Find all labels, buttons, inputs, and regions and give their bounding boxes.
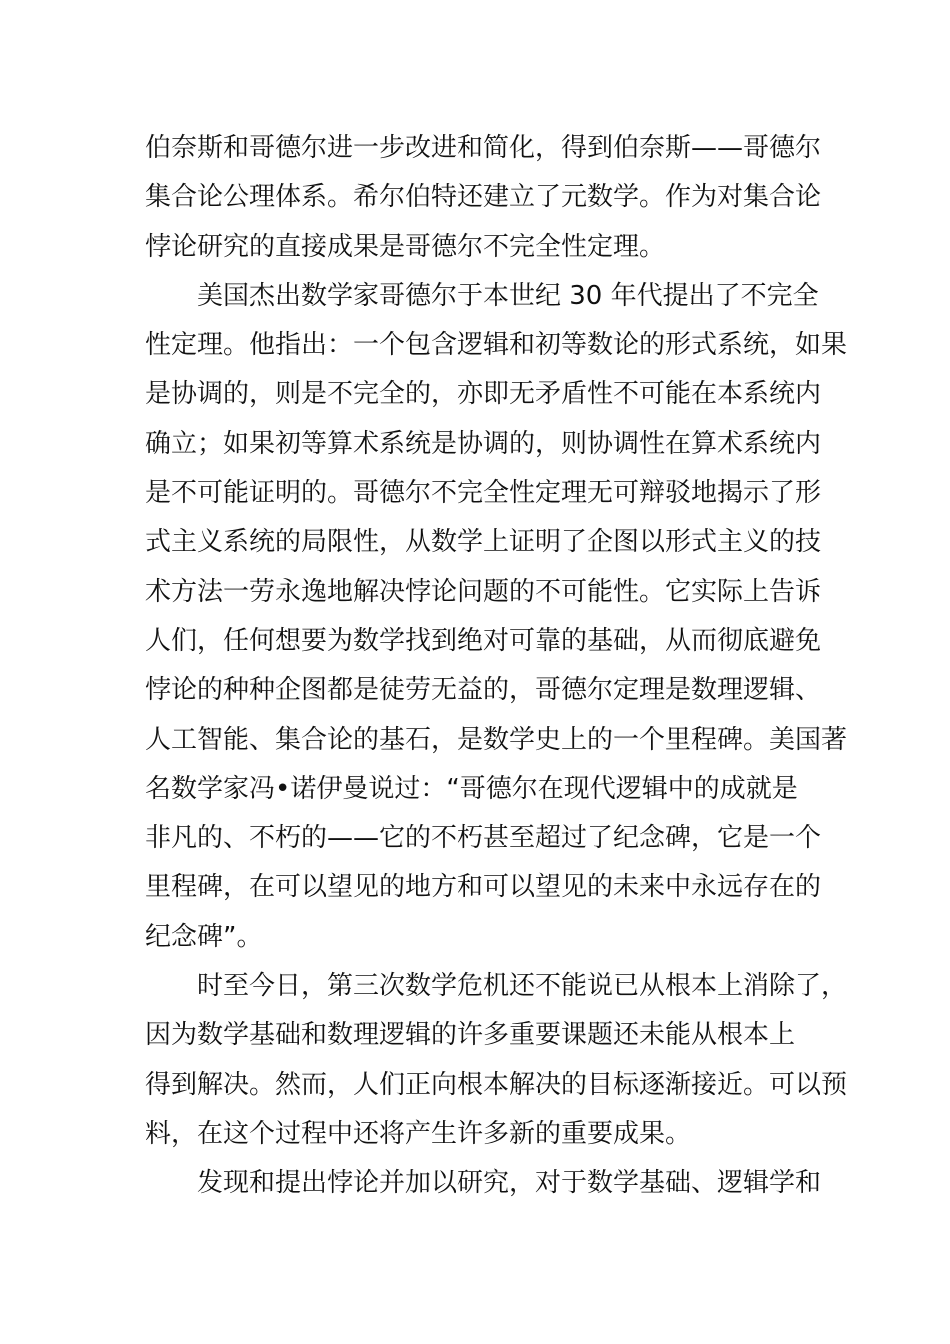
text-line: 因为数学基础和数理逻辑的许多重要课题还未能从根本上	[145, 1020, 796, 1051]
text-line: 悖论研究的直接成果是哥德尔不完全性定理。	[145, 231, 666, 262]
text-line: 发现和提出悖论并加以研究，对于数学基础、逻辑学和	[145, 1168, 822, 1199]
text-line: 得到解决。然而，人们正向根本解决的目标逐渐接近。可以预	[145, 1069, 848, 1100]
text-line: 人工智能、集合论的基石，是数学史上的一个里程碑。美国著	[145, 724, 848, 755]
body-text	[145, 124, 848, 1209]
text-line: 纪念碑”。	[145, 921, 263, 952]
text-line: 确立；如果初等算术系统是协调的，则协调性在算术系统内	[145, 428, 822, 459]
text-line: 里程碑，在可以望见的地方和可以望见的未来中永远存在的	[145, 872, 822, 903]
text-line: 料，在这个过程中还将产生许多新的重要成果。	[145, 1118, 692, 1149]
text-line: 人们，任何想要为数学找到绝对可靠的基础，从而彻底避免	[145, 625, 822, 656]
text-line: 美国杰出数学家哥德尔于本世纪 30 年代提出了不完全	[145, 280, 819, 311]
text-line: 时至今日，第三次数学危机还不能说已从根本上消除了，	[145, 971, 848, 1002]
text-line: 名数学家冯•诺伊曼说过：“哥德尔在现代逻辑中的成就是	[145, 773, 798, 804]
text-line: 术方法一劳永逸地解决悖论问题的不可能性。它实际上告诉	[145, 576, 822, 607]
text-line: 式主义系统的局限性，从数学上证明了企图以形式主义的技	[145, 527, 822, 558]
text-line: 非凡的、不朽的——它的不朽甚至超过了纪念碑，它是一个	[145, 823, 822, 854]
text-line: 伯奈斯和哥德尔进一步改进和简化，得到伯奈斯——哥德尔	[145, 133, 822, 163]
text-line: 集合论公理体系。希尔伯特还建立了元数学。作为对集合论	[145, 182, 822, 213]
text-line: 悖论的种种企图都是徒劳无益的，哥德尔定理是数理逻辑、	[145, 675, 822, 706]
text-line: 性定理。他指出：一个包含逻辑和初等数论的形式系统，如果	[145, 330, 848, 361]
text-line: 是不可能证明的。哥德尔不完全性定理无可辩驳地揭示了形	[145, 478, 822, 509]
text-line: 是协调的，则是不完全的，亦即无矛盾性不可能在本系统内	[145, 379, 822, 410]
